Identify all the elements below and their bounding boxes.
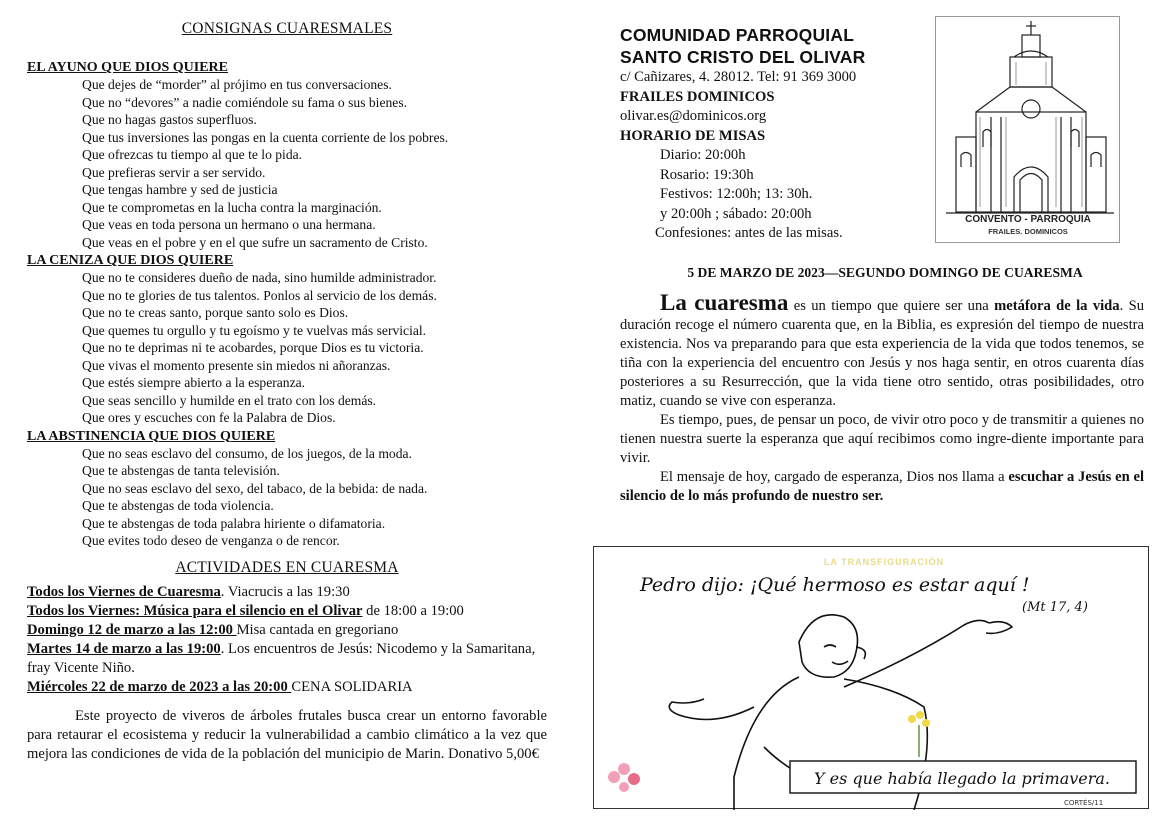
church-illustration [935, 16, 1120, 243]
list-item: Que no te consideres dueño de nada, sino humilde administrador. [82, 270, 437, 285]
list-item: Que no te glories de tus talentos. Ponlos al servicio de los demás. [82, 287, 437, 303]
list-item: Que te comprometas en la lucha contra la marginación. [82, 199, 382, 215]
list-item: Que no te deprimas ni te acobardes, porque Dios es tu victoria. [82, 340, 424, 355]
list-item: Que no seas esclavo del sexo, del tabaco, de la bebida: de nada. [82, 480, 428, 496]
abstinencia-heading: LA ABSTINENCIA QUE DIOS QUIERE [27, 428, 276, 444]
activity-item: Miércoles 22 de marzo de 2023 a las 20:00 CENA SOLIDARIA [27, 678, 413, 695]
project-paragraph: Este proyecto de viveros de árboles frutales busca crear un entorno favorable para retaurar el ecosistema y reducir la vulnerabilidad a cambio climático a la vez que mejora las condiciones de vida de la población del municipio de Marin. Donativo 5,00€ [27, 707, 547, 762]
consignas-title: CONSIGNAS CUARESMALES [181, 20, 393, 37]
actividades-title: ACTIVIDADES EN CUARESMA [175, 558, 399, 576]
list-item: Que ofrezcas tu tiempo al que te lo pida. [82, 147, 303, 162]
church-drawing [936, 17, 1121, 244]
activity-item: Todos los Viernes de Cuaresma. Viacrucis a las 19:30 [27, 583, 350, 600]
parish-name-line1: COMUNIDAD PARROQUIAL [620, 25, 855, 45]
list-item: Que vivas el momento presente sin miedos ni añoranzas. [82, 357, 391, 373]
left-column [27, 16, 547, 764]
list-item: Que prefieras servir a ser servido. [82, 164, 266, 180]
date-title: 5 DE MARZO DE 2023—SEGUNDO DOMINGO DE CUARESMA [687, 265, 1083, 280]
list-item: Que tengas hambre y sed de justicia [82, 182, 278, 197]
horario-festivos: Festivos: 12:00h; 13: 30h. [660, 186, 813, 202]
list-item: Que te abstengas de toda palabra hiriente o difamatoria. [82, 515, 386, 531]
actividades-list [27, 583, 547, 697]
abstinencia-list [27, 445, 547, 550]
horario-title: HORARIO DE MISAS [620, 127, 766, 144]
activity-item: Todos los Viernes: Música para el silencio en el Olivar de 18:00 a 19:00 [27, 602, 464, 619]
parish-name-line2: SANTO CRISTO DEL OLIVAR [620, 47, 866, 67]
ceniza-list [27, 269, 547, 427]
reflection-paragraph-3: El mensaje de hoy, cargado de esperanza, Dios nos llama a escuchar a Jesús en el silencio de lo más profundo de nuestro ser. [620, 469, 1144, 504]
cartoon-quote: Pedro dijo: ¡Qué hermoso es estar aquí ! [640, 574, 1030, 596]
list-item: Que quemes tu orgullo y tu egoísmo y te vuelvas más servicial. [82, 322, 427, 338]
church-caption-1: CONVENTO - PARROQUIA [965, 214, 1091, 225]
list-item: Que evites todo deseo de venganza o de rencor. [82, 533, 340, 548]
list-item: Que no hagas gastos superfluos. [82, 112, 257, 127]
ayuno-list [27, 76, 547, 251]
cartoon-drawing [594, 547, 1150, 810]
list-item: Que te abstengas de tanta televisión. [82, 463, 280, 478]
list-item: Que ores y escuches con fe la Palabra de Dios. [82, 410, 336, 425]
church-caption-2: FRAILES. DOMINICOS [988, 227, 1068, 236]
ayuno-heading: EL AYUNO QUE DIOS QUIERE [27, 60, 228, 75]
email: olivar.es@dominicos.org [620, 108, 767, 124]
cartoon-caption: Y es que había llegado la primavera. [813, 769, 1111, 788]
frailes-label: FRAILES DOMINICOS [620, 88, 775, 105]
cartoon-signature: CORTÉS/11 [1064, 799, 1104, 807]
list-item: Que veas en el pobre y en el que sufre un sacramento de Cristo. [82, 234, 428, 250]
list-item: Que no “devores” a nadie comiéndole su fama o sus bienes. [82, 94, 408, 110]
activity-item: Domingo 12 de marzo a las 12:00 Misa cantada en gregoriano [27, 621, 399, 638]
address: c/ Cañizares, 4. 28012. Tel: 91 369 3000 [620, 69, 857, 85]
list-item: Que estés siempre abierto a la esperanza. [82, 375, 306, 390]
list-item: Que no seas esclavo del consumo, de los juegos, de la moda. [82, 445, 412, 461]
list-item: Que te abstengas de toda violencia. [82, 498, 274, 513]
horario-diario: Diario: 20:00h [660, 147, 746, 163]
reflection-text [620, 290, 1145, 506]
activity-item: Martes 14 de marzo a las 19:00. Los encuentros de Jesús: Nicodemo y la Samaritana, fray Vicente Niño. [27, 640, 536, 676]
list-item: Que seas sencillo y humilde en el trato con los demás. [82, 392, 377, 408]
transfiguration-cartoon [593, 546, 1149, 809]
reflection-lead: La cuaresma [660, 290, 789, 315]
horario-rosario: Rosario: 19:30h [660, 166, 754, 183]
cartoon-reference: (Mt 17, 4) [1022, 600, 1088, 615]
horario-confesiones: Confesiones: antes de las misas. [655, 225, 843, 241]
list-item: Que no te creas santo, porque santo solo es Dios. [82, 305, 349, 320]
reflection-paragraph-2: Es tiempo, pues, de pensar un poco, de vivir otro poco y de transmitir a quienes no tienen nuestra suerte la esperanza que aquí recibimos como ingre-diente importante para vivir. [620, 412, 1144, 466]
list-item: Que dejes de “morder” al prójimo en tus conversaciones. [82, 77, 392, 92]
parish-header [620, 24, 920, 244]
list-item: Que veas en toda persona un hermano o una hermana. [82, 217, 376, 232]
reflection-paragraph-1: La cuaresma es un tiempo que quiere ser una metáfora de la vida. Su duración recoge el número cuarenta que, en la Biblia, es expresión del tiempo de nuestra existencia. Nos va preparando para que esta experiencia de la vida que todos tenemos, se tiña con la experiencia del encuentro con Jesús y nos haga sentir, en otros cuarenta días posteriores a su Resurrección, que la vida tiene otro sentido, otras posibilidades, otro matiz, cuando se vive con esperanza. [620, 290, 1145, 409]
ceniza-heading: LA CENIZA QUE DIOS QUIERE [27, 253, 234, 268]
list-item: Que tus inversiones las pongas en la cuenta corriente de los pobres. [82, 129, 449, 145]
horario-festivos-2: y 20:00h ; sábado: 20:00h [660, 205, 812, 222]
cartoon-banner: LA TRANSFIGURACIÓN [823, 557, 945, 567]
